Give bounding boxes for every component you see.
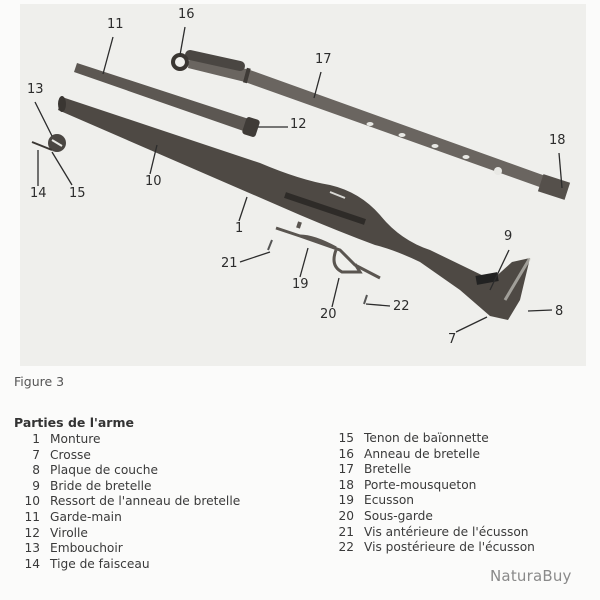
part-label: Vis antérieure de l'écusson	[364, 524, 529, 539]
part-label: Tige de faisceau	[50, 556, 150, 571]
part-row	[328, 478, 535, 494]
part-number: 14	[24, 556, 40, 571]
callout-7: 7	[448, 332, 457, 347]
callout-17: 17	[315, 52, 332, 67]
part-row	[328, 540, 535, 556]
parts-list-right	[328, 431, 535, 556]
part-row	[14, 557, 240, 573]
part-row	[328, 431, 535, 447]
callout-16: 16	[178, 7, 195, 22]
part-number: 1	[32, 432, 40, 446]
nosecap-part	[32, 134, 66, 152]
part-number: 9	[32, 478, 40, 493]
part-number: 16	[338, 446, 354, 461]
callout-10: 10	[145, 174, 162, 189]
part-row	[328, 447, 535, 463]
callout-22: 22	[393, 299, 410, 314]
part-label: Bride de bretelle	[50, 478, 152, 493]
part-label: Ressort de l'anneau de bretelle	[50, 494, 241, 509]
part-row	[328, 525, 535, 541]
part-row	[14, 463, 240, 479]
callout-15: 15	[69, 186, 86, 201]
callout-11: 11	[107, 17, 124, 32]
callout-19: 19	[292, 277, 309, 292]
parts-title: Parties de l'arme	[14, 415, 134, 430]
part-row	[14, 448, 240, 464]
callout-14: 14	[30, 186, 47, 201]
part-label: Vis postérieure de l'écusson	[364, 540, 535, 555]
part-row	[328, 509, 535, 525]
callout-12: 12	[290, 117, 307, 132]
part-row	[328, 462, 535, 478]
callout-21: 21	[221, 256, 238, 271]
part-label: Garde-main	[50, 509, 122, 524]
parts-list-left	[14, 432, 240, 572]
part-number: 19	[338, 493, 354, 508]
part-number: 7	[32, 447, 40, 462]
part-label: Bretelle	[364, 462, 412, 477]
part-row	[14, 526, 240, 542]
part-label: Embouchoir	[50, 541, 123, 556]
part-number: 18	[338, 477, 354, 492]
part-label: Sous-garde	[364, 508, 433, 523]
part-number: 10	[24, 494, 40, 509]
part-row	[14, 432, 240, 448]
rifle-parts-illustration	[20, 4, 586, 366]
rifle-parts-photo	[20, 4, 586, 366]
part-label: Porte-mousqueton	[364, 477, 477, 492]
part-number: 15	[338, 431, 354, 445]
figure-caption: Figure 3	[14, 374, 65, 389]
part-row	[328, 493, 535, 509]
part-label: Monture	[50, 432, 101, 446]
part-label: Virolle	[50, 525, 88, 540]
callout-13: 13	[27, 82, 44, 97]
callout-8: 8	[555, 304, 564, 319]
naturabuy-watermark: NaturaBuy	[490, 567, 572, 585]
part-label: Crosse	[50, 447, 91, 462]
part-number: 17	[338, 462, 354, 477]
callout-9: 9	[504, 229, 513, 244]
part-row	[14, 510, 240, 526]
part-number: 12	[24, 525, 40, 540]
callout-1: 1	[235, 221, 244, 236]
part-row	[14, 494, 240, 510]
callout-20: 20	[320, 307, 337, 322]
part-number: 21	[338, 524, 354, 539]
part-label: Tenon de baïonnette	[364, 431, 489, 445]
part-label: Plaque de couche	[50, 463, 158, 478]
part-number: 13	[24, 541, 40, 556]
part-number: 8	[32, 463, 40, 478]
part-number: 22	[338, 540, 354, 555]
callout-18: 18	[549, 133, 566, 148]
part-number: 20	[338, 508, 354, 523]
part-row	[14, 479, 240, 495]
part-row	[14, 541, 240, 557]
part-number: 11	[24, 509, 40, 524]
rear-screw	[364, 295, 367, 304]
part-label: Ecusson	[364, 493, 415, 508]
sling-ring	[173, 55, 187, 69]
front-screw	[268, 240, 272, 250]
part-label: Anneau de bretelle	[364, 446, 480, 461]
